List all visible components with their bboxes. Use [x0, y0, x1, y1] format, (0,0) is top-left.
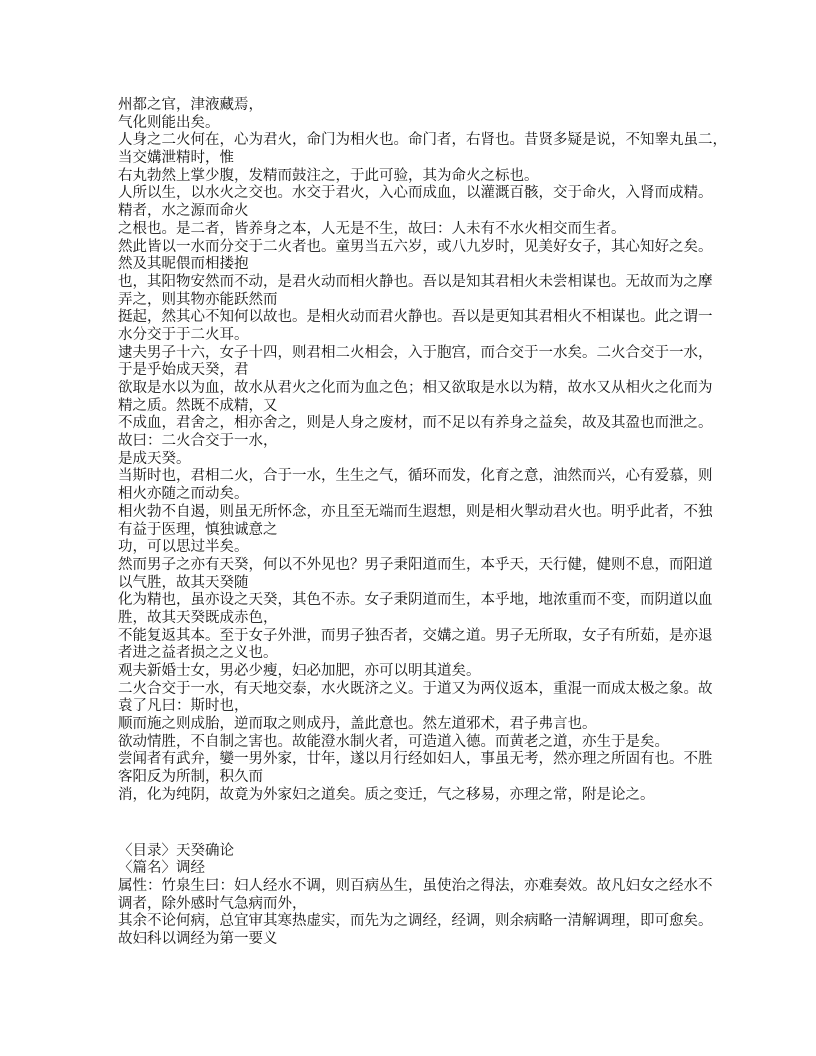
text-line: 尝闻者有武弁，孌一男外家，廿年，遂以月行经如妇人，事虽无考，然亦理之所固有也。不胜 — [118, 751, 713, 768]
text-line: 二火合交于一水，有天地交泰，水火既济之义。于道又为两仪返本，重混一而成太极之象。故 — [118, 680, 713, 697]
catalog-heading: 〈目录〉天癸确论 — [118, 842, 234, 859]
text-line: 不能复返其本。至于女子外泄，而男子独否者，交媾之道。男子无所取，女子有所茹，是亦退 — [118, 627, 713, 644]
document-page — [118, 97, 727, 949]
text-line: 也，其阳物安然而不动，是君火动而相火静也。吾以是知其君相火未尝相谋也。无故而为之摩 — [118, 273, 713, 290]
text-line: 于是乎始成天癸，君 — [118, 362, 249, 379]
text-line: 精者，水之源而命火 — [118, 203, 249, 220]
text-line: 逮夫男子十六，女子十四，则君相二火相会，入于胞宫，而合交于一水矣。二火合交于一水， — [118, 344, 713, 361]
chapter-heading: 〈篇名〉调经 — [118, 860, 205, 877]
text-line: 气化则能出矣。 — [118, 114, 220, 131]
text-line: 客阳反为所制，积久而 — [118, 769, 263, 786]
text-line: 人身之二火何在，心为君火，命门为相火也。命门者，右肾也。昔贤多疑是说，不知睾丸虽二， — [118, 132, 727, 149]
text-line: 其余不论何病，总宜审其寒热虚实，而先为之调经，经调，则余病略一清解调理，即可愈矣。 — [118, 913, 713, 930]
text-line: 调者，除外感时气急病而外， — [118, 895, 307, 912]
text-line: 州都之官，津液藏焉， — [118, 97, 263, 113]
text-line: 弄之，则其物亦能跃然而 — [118, 291, 278, 308]
section-text — [118, 878, 727, 949]
text-line: 然此皆以一水而分交于二火者也。童男当五六岁，或八九岁时，见美好女子，其心知好之矣。 — [118, 238, 713, 255]
text-line: 相火勃不自遏，则虽无所怀念，亦且至无端而生遐想，则是相火掣动君火也。明乎此者，不独 — [118, 503, 713, 520]
body-text — [118, 97, 727, 805]
text-line: 然而男子之亦有天癸，何以不外见也？男子秉阳道而生，本乎天，天行健，健则不息，而阳道 — [118, 556, 713, 573]
text-line: 右丸勃然上掌少腹，发精而鼓注之，于此可验，其为命火之标也。 — [118, 167, 539, 184]
text-line: 不成血，君舍之，相亦舍之，则是人身之废材，而不足以有养身之益矣，故及其盈也而泄之。 — [118, 415, 713, 432]
paragraph-gap — [118, 805, 727, 843]
text-line: 功，可以思过半矣。 — [118, 539, 249, 556]
text-line: 当斯时也，君相二火，合于一水，生生之气，循环而发，化育之意，油然而兴，心有爱慕，则 — [118, 468, 713, 485]
text-line: 袁了凡曰：斯时也， — [118, 698, 249, 715]
text-line: 是成天癸。 — [118, 450, 191, 467]
text-line: 人所以生，以水火之交也。水交于君火，入心而成血，以灌溉百骸，交于命火，入肾而成精。 — [118, 185, 713, 202]
text-line: 之根也。是二者，皆养身之本，人无是不生，故曰：人未有不水火相交而生者。 — [118, 220, 626, 237]
text-line: 属性：竹泉生曰：妇人经水不调，则百病丛生，虽使治之得法，亦难奏效。故凡妇女之经水不 — [118, 877, 713, 894]
text-line: 水分交于于二火耳。 — [118, 326, 249, 343]
text-line: 消，化为纯阴，故竟为外家妇之道矣。质之变迁，气之移易，亦理之常，附是论之。 — [118, 786, 655, 803]
text-line: 故曰：二火合交于一水， — [118, 433, 278, 450]
text-line: 挺起，然其心不知何以故也。是相火动而君火静也。吾以是更知其君相火不相谋也。此之谓一 — [118, 309, 713, 326]
text-line: 有益于医理，慎独诚意之 — [118, 521, 278, 538]
text-line: 观夫新婚士女，男必少瘦，妇必加肥，亦可以明其道矣。 — [118, 663, 481, 679]
text-line: 胜，故其天癸既成赤色， — [118, 609, 278, 626]
text-line: 精之质。然既不成精，又 — [118, 397, 278, 414]
text-line: 故妇科以调经为第一要义 — [118, 930, 278, 947]
text-line: 以气胜，故其天癸随 — [118, 574, 249, 591]
text-line: 然及其昵偎而相搂抱 — [118, 256, 249, 273]
text-line: 欲动情胜，不自制之害也。故能澄水制火者，可造道入德。而黄老之道，亦生于是矣。 — [118, 733, 669, 750]
text-line: 化为精也，虽亦设之天癸，其色不赤。女子秉阴道而生，本乎地，地浓重而不变，而阴道以血 — [118, 592, 713, 609]
text-line: 欲取是水以为血，故水从君火之化而为血之色；相又欲取是水以为精，故水又从相火之化而为 — [118, 380, 713, 396]
text-line: 顺而施之则成胎，逆而取之则成丹，盖此意也。然左道邪术，君子弗言也。 — [118, 716, 597, 733]
text-line: 者进之益者损之之义也。 — [118, 645, 278, 662]
text-line: 相火亦随之而动矣。 — [118, 486, 249, 503]
text-line: 当交媾泄精时，惟 — [118, 150, 234, 167]
